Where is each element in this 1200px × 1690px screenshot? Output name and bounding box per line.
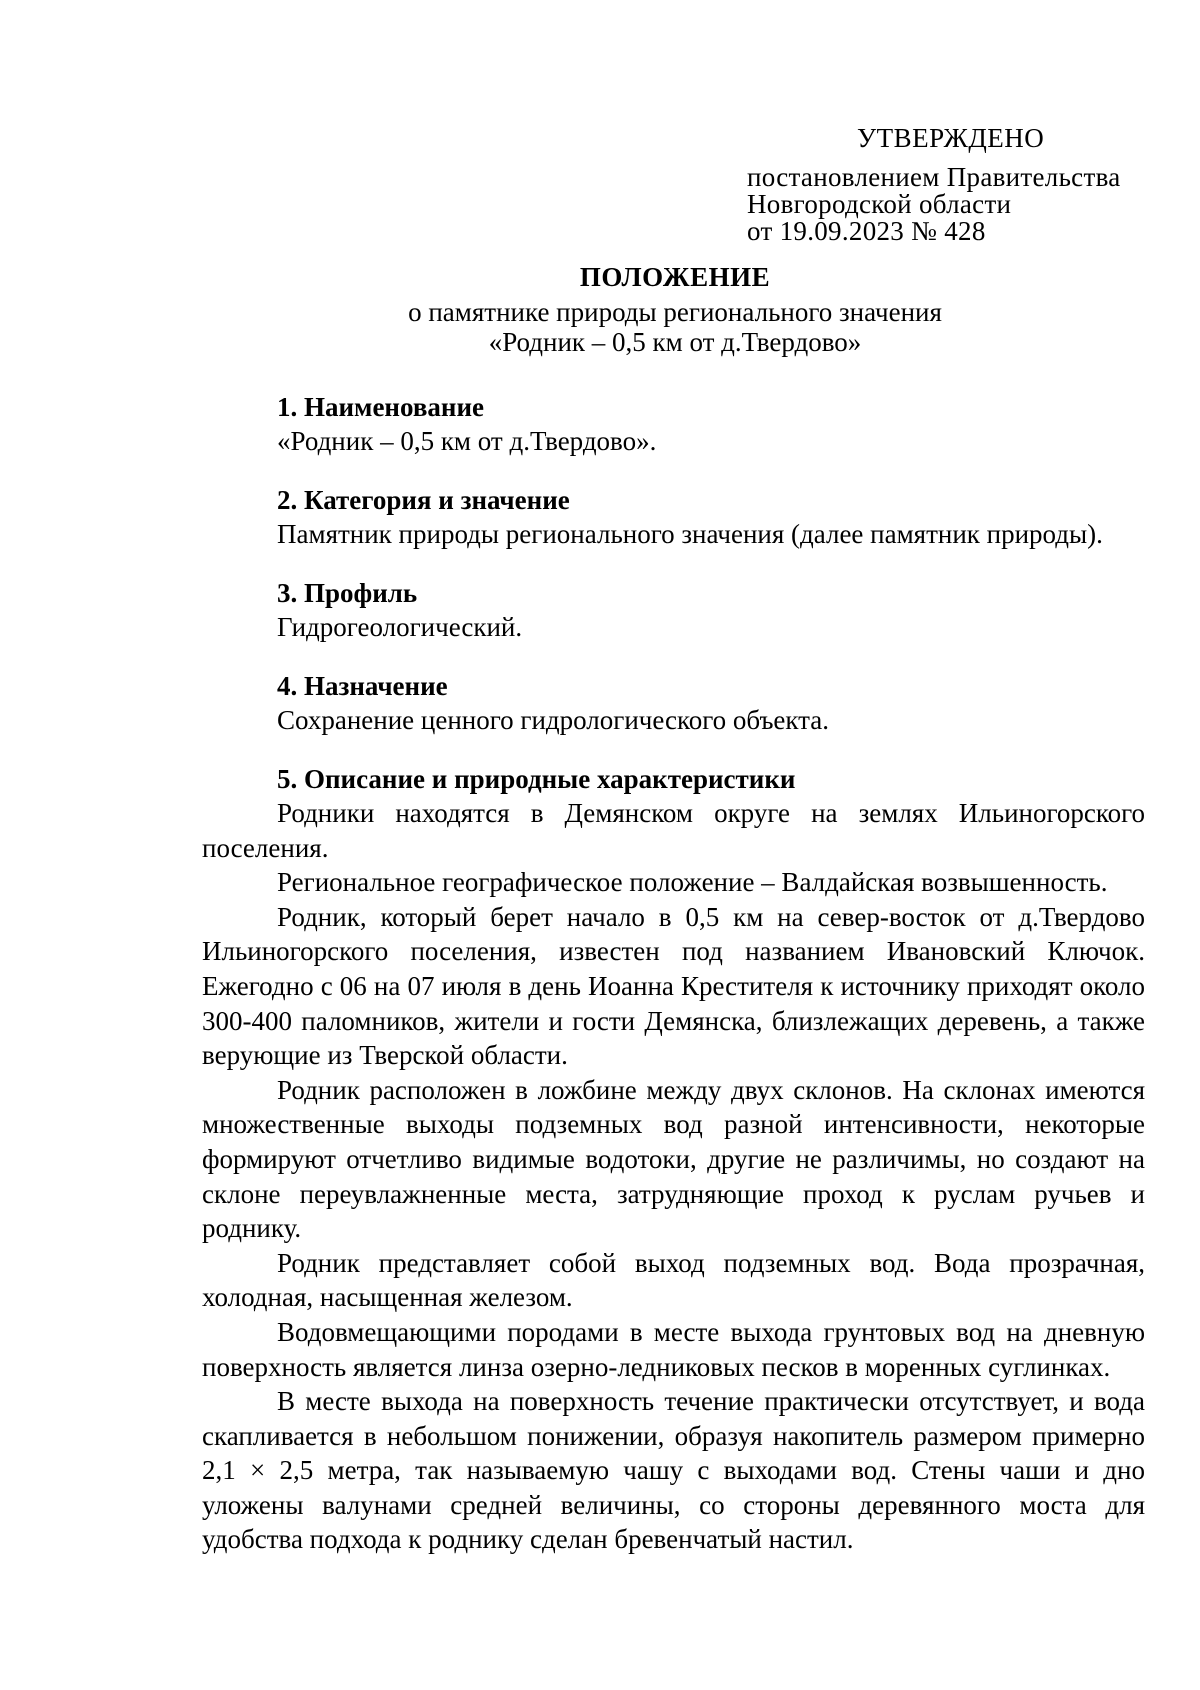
approved-label: УТВЕРЖДЕНО [857,123,1045,153]
description-paragraph: Водовмещающими породами в месте выхода грунтовых вод на дневную поверхность является линза озерно-ледниковых песков в моренных суглинках. [202,1316,1145,1382]
approval-stamp [747,122,1167,245]
document-title-block [75,258,1200,356]
section-heading: 1. Наименование [277,392,484,422]
section-name [202,390,1145,458]
description-paragraph: Родник, который берет начало в 0,5 км на север-восток от д.Твердово Ильиногорского поселения, известен под названием Ивановский Ключок. Ежегодно с 06 на 07 июля в день Иоанна Крестителя к источнику приходят около 300-400 паломников, жители и гости Демянска, близлежащих деревень, а также верующие из Тверской области. [202,901,1145,1071]
section-description [202,762,1145,1557]
section-text: Сохранение ценного гидрологического объекта. [277,705,830,735]
description-paragraph: Родник расположен в ложбине между двух склонов. На склонах имеются множественные выходы подземных вод разной интенсивности, некоторые формируют отчетливо видимые водотоки, другие не различимы, но создают на склоне переувлажненные места, затрудняющие проход к руслам ручьев и роднику. [202,1074,1145,1244]
description-paragraph: Региональное географическое положение – Валдайская возвышенность. [277,867,1108,898]
document-title: ПОЛОЖЕНИЕ [579,262,771,292]
approval-line-3: от 19.09.2023 № 428 [747,216,986,246]
section-heading: 5. Описание и природные характеристики [277,764,796,794]
section-heading: 3. Профиль [277,578,418,608]
section-text: «Родник – 0,5 км от д.Твердово». [277,426,657,456]
section-heading: 2. Категория и значение [277,485,570,515]
document-body [202,390,1145,1582]
document-subtitle-line-2: «Родник – 0,5 км от д.Твердово» [488,327,862,357]
section-purpose [202,669,1145,737]
description-paragraph: В месте выхода на поверхность течение практически отсутствует, и вода скапливается в небольшом понижении, образуя накопитель размером примерно 2,1 × 2,5 метра, так называемую чашу с выходами вод. Стены чаши и дно уложены валунами средней величины, со стороны деревянного моста для удобства подхода к роднику сделан бревенчатый настил. [202,1386,1145,1555]
section-category [202,483,1145,551]
section-text: Гидрогеологический. [277,612,523,642]
section-heading: 4. Назначение [277,671,448,701]
approval-line-1: постановлением Правительства [747,162,1121,192]
description-paragraph: Родники находятся в Демянском округе на землях Ильиногорского поселения. [202,798,1145,863]
document-subtitle-line-1: о памятнике природы регионального значения [408,297,942,327]
approval-line-2: Новгородской области [747,189,1012,219]
section-text: Памятник природы регионального значения (далее памятник природы). [277,519,1103,549]
description-paragraph: Родник представляет собой выход подземных вод. Вода прозрачная, холодная, насыщенная железом. [202,1247,1145,1313]
section-profile [202,576,1145,644]
